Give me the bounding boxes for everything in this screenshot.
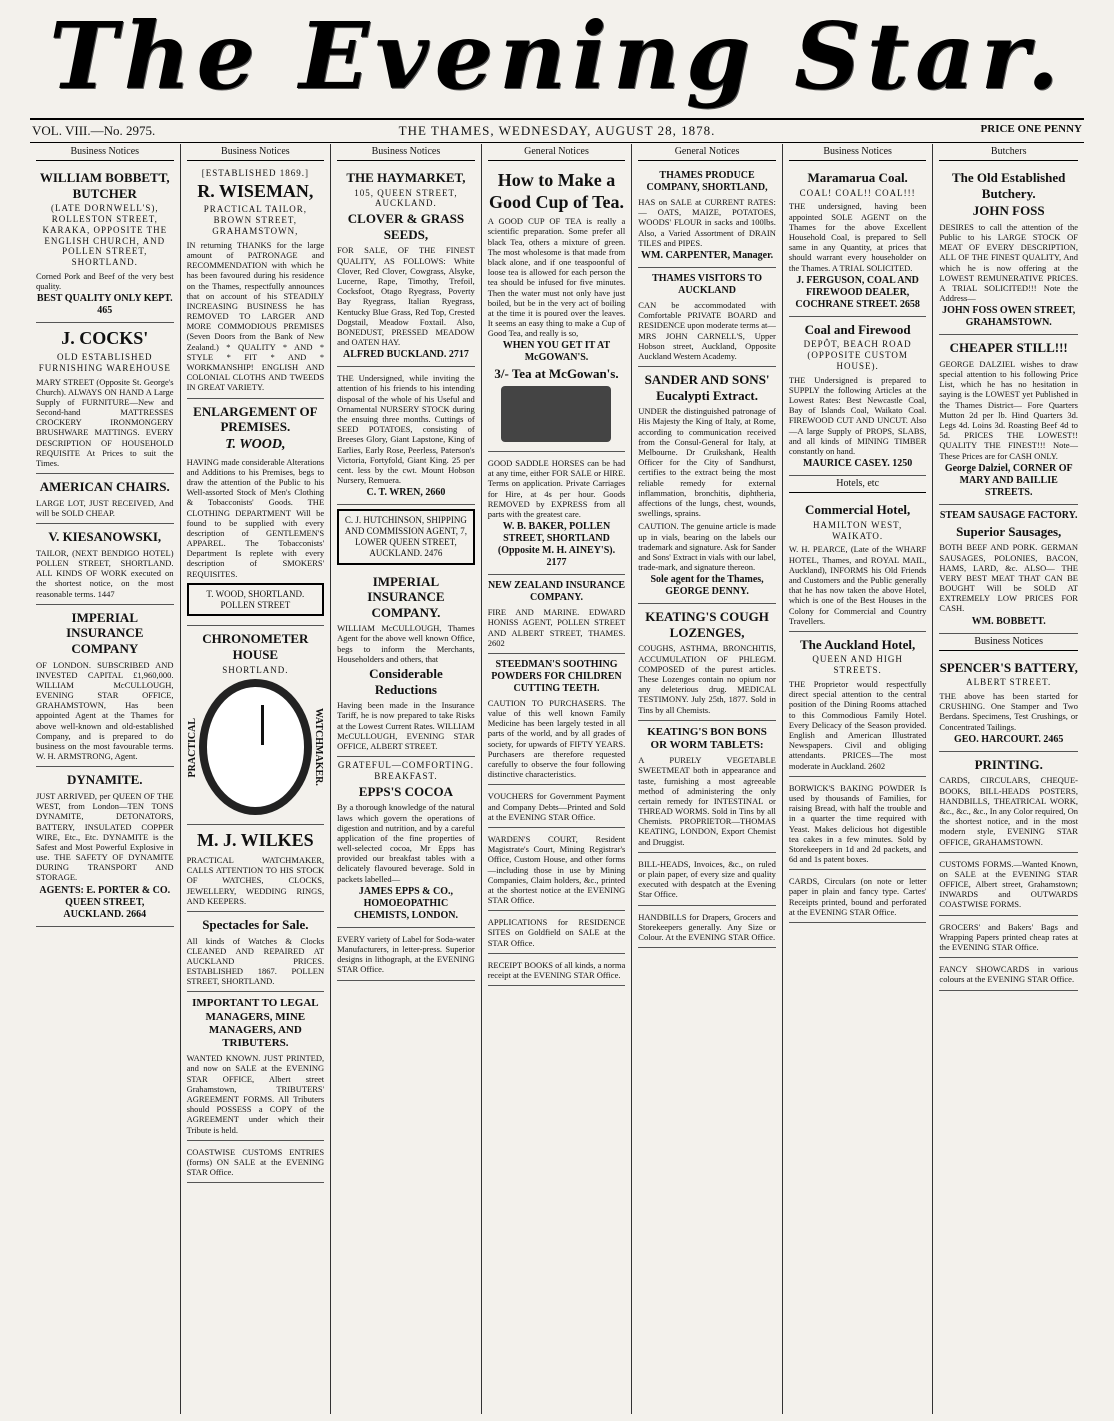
advert-title: IMPERIAL INSURANCE COMPANY	[66, 609, 144, 656]
advert-tag: MAURICE CASEY. 1250	[802, 458, 913, 470]
advert-body: WILLIAM McCULLOUGH, Thames Agent for the above well known Office, begs to inform the Merchants, Householders and others, that	[337, 623, 475, 664]
advert-nursery	[337, 367, 475, 505]
advert-body: CAUTION TO PURCHASERS. The value of this well known Family Medicine has been largely tested in all parts of the world, and by all grades of society, for upwards of FIFTY YEARS. Purchasers are therefore requested carefully to observe the four following distinctive characteristics.	[487, 697, 626, 780]
masthead	[0, 0, 1114, 112]
column-heading: Business Notices	[36, 144, 174, 161]
advert-printing	[939, 752, 1078, 853]
advert-body: HAVING made considerable Alterations and Additions to his Premises, begs to draw the attention of the Public to his Well-assorted Stock of Men's Clothing & Tobacconists' Goods. THE CLOTHING DEPARTMENT Will be found to be supplied with every description of GENTLEMEN'S APPAREL. The Tobacconists' Department Is replete with every description of SMOKERS' REQUISITES.	[186, 456, 325, 579]
advert-maramarua-coal	[789, 165, 927, 317]
advert-tag: ALFRED BUCKLAND. 2717	[343, 349, 469, 361]
advert-customs-forms	[939, 853, 1078, 916]
advert-body: RECEIPT BOOKS of all kinds, a norma receipt at the EVENING STAR Office.	[487, 959, 626, 981]
advert-body: THE Undersigned is prepared to SUPPLY the following Articles at the Lowest Rates: Best Newcastle Coal, Bay of Islands Coal, Waikato Coal. FIREWOOD CUT AND UNCUT. Also—A large Supply of PROPS, SLABS, and all kinds of MINING TIMBER constantly on hand.	[788, 374, 927, 456]
advert-title: CHEAPER STILL!!!	[949, 340, 1068, 356]
column-5	[632, 144, 783, 1414]
column-4	[482, 144, 633, 1414]
advert-body: FIRE AND MARINE. EDWARD HONISS AGENT, POLLEN STREET AND ALBERT STREET, THAMES. 2602	[487, 607, 626, 648]
column-heading: Business Notices	[187, 144, 325, 161]
advert-title: AMERICAN CHAIRS.	[39, 479, 170, 495]
advert-tag: GEO. HARCOURT. 2465	[953, 733, 1064, 745]
advert-tag: WM. BOBBETT.	[971, 615, 1046, 627]
advert-wood	[187, 399, 325, 627]
figure-label-right: WATCHMAKER.	[313, 708, 325, 787]
advert-tag: JOHN FOSS OWEN STREET, GRAHAMSTOWN.	[942, 305, 1076, 329]
advert-grocers-bags	[939, 916, 1078, 959]
advert-bobbett	[36, 165, 174, 323]
advert-body: THE Proprietor would respectfully direct special attention to the central position of the Dining Rooms attached to this Commodious Family Hotel. Every Delicacy of the Season provided. English and American Illustrated Newspapers. Civil and obliging attendants. PRICES—The most moderate in Auckland. 2602	[788, 679, 927, 771]
advert-old-butchery	[939, 165, 1078, 335]
advert-kiesanowski	[36, 524, 174, 605]
advert-subtitle: QUEEN AND HIGH STREETS.	[812, 654, 903, 676]
advert-steedman	[488, 654, 626, 786]
advert-commercial-hotel	[789, 497, 927, 632]
advert-title: R. WISEMAN,	[197, 180, 314, 201]
advert-baker	[488, 452, 626, 575]
advert-body: CAN be accommodated with Comfortable PRIVATE BOARD and RESIDENCE upon moderate terms at— MRS JOHN CARNELL'S, Upper Hobson street, Auckland, Opposite Auckland Western Academy.	[638, 299, 776, 361]
advert-tributers	[187, 992, 325, 1140]
advert-body-2: Having been made in the Insurance Tariff, he is now prepared to take Risks at the Lowest Current Rates. WILLIAM McCULLOUGH, EVENING STAR OFFICE, ALBERT STREET.	[337, 700, 475, 751]
advert-spectacles	[187, 912, 325, 993]
column-7	[933, 144, 1084, 1414]
advert-title-2: 3/- Tea at McGowan's.	[494, 366, 619, 382]
advert-body: WANTED KNOWN. JUST PRINTED, and now on SALE at the EVENING STAR OFFICE, Albert street Grahamstown, TRIBUTERS' AGREEMENT FORMS. All Tributers should POSSESS a COPY of the AGREEMENT under which their Tribute is held.	[186, 1053, 325, 1135]
advert-title: EPPS'S COCOA	[358, 783, 454, 799]
advert-body: OF LONDON. SUBSCRIBED AND INVESTED CAPITAL £1,960,000. WILLIAM McCULLOUGH, EVENING STAR OFFICE, GRAHAMSTOWN, Has been appointed Agent at the Thames for above well-known and old-established Company, and is prepared to do business on the most favourable terms. W. H. ARMSTRONG, Agent.	[36, 659, 174, 762]
masthead-title: The Evening Star.	[49, 2, 1065, 110]
advert-body: WARDEN'S COURT, Resident Magistrate's Court, Mining Registrar's Office, Custom House, and other forms—including those in use by Mining Companies, Claim holders, &c., printed at the shortest notice at the EVENING STAR Office.	[487, 833, 626, 906]
advert-title: KEATING'S COUGH LOZENGES,	[645, 609, 769, 640]
horse-cart-illustration	[501, 386, 611, 442]
advert-hutchinson: C. J. HUTCHINSON, SHIPPING AND COMMISSION AGENT, 7, LOWER QUEEN STREET, AUCKLAND. 2476	[337, 509, 475, 564]
advert-title: SPENCER'S BATTERY,	[939, 659, 1078, 675]
advert-body: THE Undersigned, while inviting the attention of his friends to his intending disposal of the whole of his Useful and Ornamental NURSERY STOCK during the ensuing three months. Cuttings of SEED POTATOES, consisting of Breeses Glory, Giant Lapstone, King of Earlies, Early Rose, Peerless, Paterson's Victoria, Fortyfold, Giant King. 25 per cent. less by the cwt. Mount Hobson Nursery, Remuera.	[337, 373, 475, 486]
advert-subtitle: DEPÔT, BEACH ROAD (OPPOSITE CUSTOM HOUSE).	[803, 339, 912, 371]
advert-cards	[789, 870, 927, 923]
advert-body: CUSTOMS FORMS.—Wanted Known, on SALE at the EVENING STAR OFFICE, Albert street, Grahamstown; INWARDS and OUTWARDS COASTWISE FORMS.	[939, 858, 1078, 910]
advert-subtitle: JOHN FOSS	[972, 203, 1045, 219]
advert-body: GOOD SADDLE HORSES can be had at any time, either FOR SALE or HIRE. Terms on application. Private Carriages for Hire, at 4s per hour. Goods REMOVED by EXPRESS from all parts with the greatest care.	[487, 458, 626, 519]
advert-title: How to Make a Good Cup of Tea.	[488, 170, 625, 212]
advert-eucalypti	[638, 367, 776, 604]
column-1	[30, 144, 181, 1414]
advert-body: DESIRES to call the attention of the Public to his LARGE STOCK OF MEAT OF EVERY DESCRIPTION, ALL OF THE FINEST QUALITY, And which he is now offering at the LOWEST REMUNERATIVE PRICES. A TRIAL SOLICITED!!! Note the Address—	[939, 221, 1078, 304]
advert-wilkes	[187, 825, 325, 912]
advert-title: Spectacles for Sale.	[202, 916, 309, 932]
advert-body: LARGE LOT, JUST RECEIVED, And will be SOLD CHEAP.	[36, 497, 174, 518]
advert-box: T. WOOD, SHORTLAND. POLLEN STREET	[187, 583, 325, 617]
advert-tag: JAMES EPPS & CO., HOMOEOPATHIC CHEMISTS, LONDON.	[353, 885, 459, 921]
advert-body: FOR SALE, OF THE FINEST QUALITY, AS FOLLOWS: White Clover, Red Clover, Cowgrass, Alsyke, Lucerne, Rape, Timothy, Trefoil, Cocksfoot, Otago Ryegrass, Poverty Bay Ryegrass, Italian Ryegrass, Kentucky Blue Grass, Red Top, Crested Dogstail, Meadow Foxtail. Also, BONEDUST, PRESSED MEADOW and OATEN HAY.	[337, 245, 475, 348]
advert-subtitle: HAMILTON WEST, WAIKATO.	[813, 519, 903, 541]
advert-body: THE above has been started for CRUSHING. One Stamper and Two Berdans. Specimens, Test Crushings, or Concentrated Tailings.	[939, 691, 1078, 732]
advert-produce	[638, 165, 776, 268]
column-3	[331, 144, 482, 1414]
advert-title-2: Superior Sausages,	[956, 523, 1062, 539]
advert-body: COUGHS, ASTHMA, BRONCHITIS, ACCUMULATION OF PHLEGM. COMPOSED of the purest articles. These Lozenges contain no opium nor any deleterious drug. MEDICAL TESTIMONY. July 25th, 1877. Sold in Tins by all Chemists.	[638, 643, 776, 715]
advert-title: CHRONOMETER HOUSE	[202, 631, 309, 663]
advert-labels	[337, 928, 475, 981]
advert-title: SANDER AND SONS' Eucalypti Extract.	[644, 372, 770, 403]
advert-body: MARY STREET (Opposite St. George's Church). ALWAYS ON HAND A Large Supply of FURNITURE—New and Second-hand MATTRESSES CROCKERY IRONMONGERY BRUSHWARE MATTINGS. EVERY DESCRIPTION OF HOUSEHOLD REQUISITE At Prices to suit the Times.	[36, 376, 174, 469]
advert-title-2: T. WOOD,	[225, 436, 286, 452]
advert-body: By a thorough knowledge of the natural laws which govern the operations of digestion and nutrition, and by a careful application of the fine properties of well-selected cocoa, Mr Epps has provided our breakfast tables with a delicately flavoured beverage. Sold in packets labelled—	[337, 802, 475, 884]
advert-title: THAMES PRODUCE COMPANY, SHORTLAND,	[646, 170, 768, 193]
advert-auckland-hotel	[789, 632, 927, 777]
advert-body: UNDER the distinguished patronage of His Majesty the King of Italy, at Rome, according to communication received from the Consul-General for Italy, at Melbourne. Dr Cruikshank, Health Officer for the City of Sandhurst, certifies to the extract being the most reliable remedy for external inflammation, bronchitis, diphtheria, affections of the lungs, chest, wounds, swellings, sprains.	[638, 406, 776, 519]
advert-keating-lozenges	[638, 604, 776, 721]
advert-title: Commercial Hotel,	[805, 502, 911, 518]
advert-body: HAS on SALE at CURRENT RATES:— OATS, MAIZE, POTATOES, WOODS' FLOUR in sacks and 100lbs. Also, a Varied Assortment of DRAIN TILES and PIPES.	[638, 197, 776, 248]
advert-tag: C. T. WREN, 2660	[366, 487, 446, 499]
figure-label-left: PRACTICAL	[186, 717, 198, 778]
advert-title-2: CLOVER & GRASS SEEDS,	[347, 211, 465, 242]
column-heading: Butchers	[939, 144, 1078, 161]
advert-title: STEAM SAUSAGE FACTORY.	[939, 509, 1078, 521]
advert-bill-heads	[638, 853, 776, 906]
advert-body: BILL-HEADS, Invoices, &c., on ruled or plain paper, of every size and quality executed with despatch at the Evening Star Office.	[638, 858, 776, 900]
advert-title: PRINTING.	[974, 756, 1043, 772]
advert-subtitle: GRATEFUL—COMFORTING.	[337, 760, 475, 771]
advert-vouchers	[488, 785, 626, 828]
advert-subtitle-2: PRACTICAL TAILOR, BROWN STREET, GRAHAMSTOWN,	[203, 204, 307, 236]
advert-body: Corned Pork and Beef of the very best quality.	[36, 270, 174, 292]
columns	[30, 144, 1084, 1414]
advert-title: THAMES VISITORS TO AUCKLAND	[652, 272, 762, 296]
advert-tag: WHEN YOU GET IT AT McGOWAN'S.	[502, 340, 611, 364]
advert-coastwise	[187, 1141, 325, 1184]
advert-wiseman	[187, 165, 325, 399]
advert-body: THE undersigned, having been appointed SOLE AGENT on the Thames for the above Excellent Household Coal, is prepared to Sell same in any Quantity, at prices that should warrant every householder on the Thames. A TRIAL SOLICITED.	[788, 201, 927, 273]
advert-subtitle: ALBERT STREET.	[966, 677, 1052, 688]
issue-date: THE THAMES, WEDNESDAY, AUGUST 28, 1878.	[398, 123, 716, 138]
advert-body: A GOOD CUP OF TEA is really a scientific preparation. Some prefer all black Tea, others a mixture of green. The most wholesome is that made from black alone, and if one teaspoonful of loose tea is allowed for each person the tea should be infused for five minutes. Then the water must not only have just boiled, but be in the very act of boiling at the time it is poured over the leaves. It seems an easy thing to make a Cup of Good Tea, and really is so,	[487, 216, 626, 339]
advert-borwick	[789, 777, 927, 871]
advert-handbills	[638, 906, 776, 949]
advert-keating-bonbons	[638, 721, 776, 853]
advert-sausage-factory	[939, 505, 1078, 634]
advert-imperial	[36, 605, 174, 768]
volume-number: VOL. VIII.—No. 2975.	[32, 123, 156, 138]
advert-title: THE HAYMARKET,	[346, 170, 466, 185]
advert-title: V. KIESANOWSKI,	[48, 529, 162, 545]
advert-chairs	[36, 474, 174, 524]
advert-subtitle: SHORTLAND.	[222, 664, 289, 675]
advert-subtitle: 105, QUEEN STREET, AUCKLAND.	[354, 187, 458, 209]
advert-body: HANDBILLS for Drapers, Grocers and Storekeepers generally. Any Size or Colour. At the EVENING STAR Office.	[638, 911, 776, 942]
advert-receipt-books	[488, 954, 626, 986]
advert-title: DYNAMITE.	[67, 772, 143, 788]
advert-body: FANCY SHOWCARDS in various colours at the EVENING STAR Office.	[939, 964, 1078, 985]
advert-body: VOUCHERS for Government Payment and Company Debts—Printed and Sold at the EVENING STAR Office.	[487, 791, 626, 822]
advert-subtitle: [ESTABLISHED 1869.]	[201, 168, 309, 178]
advert-dalziel	[939, 335, 1078, 504]
advert-title: IMPORTANT TO LEGAL MANAGERS, MINE MANAGERS, AND TRIBUTERS.	[192, 997, 319, 1050]
advert-tag: BEST QUALITY ONLY KEPT. 465	[36, 293, 173, 317]
advert-body: CARDS, Circulars (on note or letter paper in plain and fancy type. Cartes' Receipts printed, bound and perforated at the EVENING STAR Office.	[788, 876, 927, 917]
advert-body: BOTH BEEF AND PORK. GERMAN SAUSAGES, POLONIES, BACON, HAMS, LARD, &c. ALSO— THE VERY BEST MEAT THAT CAN BE BOUGHT Will be SOLD AT EXTREMELY LOW PRICES FOR CASH.	[939, 542, 1078, 614]
advert-title: STEEDMAN'S SOOTHING POWDERS FOR CHILDREN CUTTING TEETH.	[491, 658, 622, 694]
advert-spencers-battery	[939, 655, 1078, 752]
advert-body: JUST ARRIVED, per QUEEN OF THE WEST, from London—TEN TONS DYNAMITE, DETONATORS, BATTERY, INSULATED COPPER WIRE, Etc., Etc. DYNAMITE is the Safest and Most Powerful Explosive in use. THE SAFETY OF DYNAMITE DURING TRANSPORT AND STORAGE.	[36, 790, 174, 883]
advert-subtitle: OLD ESTABLISHED FURNISHING WAREHOUSE	[38, 351, 171, 373]
advert-title: Coal and Firewood	[804, 321, 911, 337]
advert-body-2: CAUTION. The genuine article is made up in vials, bearing on the labels our trademark and signature. Ask for Sander and Sons' Extract in vials with our label, trade-mark, and signature thereon.	[638, 521, 776, 573]
advert-body: W. H. PEARCE, (Late of the WHARF HOTEL, Thames, and ROYAL MAIL, Auckland), INFORMS his Old Friends and Customers and the Public generally that he has now taken the above Hotel, which is one of the Best Houses in the Colony for Commercial and Country Travellers.	[788, 544, 927, 626]
column-heading: Business Notices	[337, 144, 475, 161]
advert-showcards	[939, 958, 1078, 990]
advert-tag: J. FERGUSON, COAL AND FIREWOOD DEALER, COCHRANE STREET. 2658	[795, 274, 920, 310]
advert-title: The Old Established Butchery.	[951, 170, 1066, 201]
advert-cocks	[36, 323, 174, 474]
advert-residence-sites	[488, 911, 626, 954]
advert-title: M. J. WILKES	[197, 830, 314, 851]
advert-body: A PURELY VEGETABLE SWEETMEAT both in appearance and taste, furnishing a most agreeable method of administering the only certain remedy for INTESTINAL or THREAD WORMS. Sold in Tins by all Chemists. PROPRIETOR—THOMAS KEATING, LONDON, Export Chemist and Druggist.	[638, 755, 776, 847]
column-2	[181, 144, 332, 1414]
advert-body: PRACTICAL WATCHMAKER, CALLS ATTENTION TO HIS STOCK OF WATCHES, CLOCKS, JEWELLERY, WEDDING RINGS, AND KEEPERS.	[186, 855, 325, 906]
advert-subtitle-2: BREAKFAST.	[374, 770, 438, 781]
advert-subtitle: (LATE DORNWELL'S), ROLLESTON STREET, KARAKA, OPPOSITE THE ENGLISH CHURCH, AND POLLEN STREET, SHORTLAND.	[42, 203, 168, 268]
advert-title: IMPERIAL INSURANCE COMPANY.	[367, 573, 445, 620]
advert-body: APPLICATIONS for RESIDENCE SITES on Goldfield on SALE at the STAR Office.	[487, 917, 626, 948]
advert-visitors	[638, 268, 776, 367]
section-heading: Business Notices	[939, 634, 1078, 651]
advert-tag: WM. CARPENTER, Manager.	[641, 249, 774, 261]
column-6	[783, 144, 934, 1414]
advert-tag: Sole agent for the Thames, GEORGE DENNY.	[650, 574, 764, 598]
dateline	[30, 118, 1084, 143]
advert-body: GEORGE DALZIEL wishes to draw special attention to his following Price List, which he has no hesitation in saying is the LOWEST yet Published in the Thames District— Fore Quarters Mutton 2d per lb. Hind Quarters 3d. Legs 4d. Loins 3d. Roasting Beef 4d to 5d. PRICES THE LOWEST!! QUALITY THE FINEST!!! Note—These Prices are for CASH ONLY.	[939, 358, 1078, 461]
advert-tag: W. B. BAKER, POLLEN STREET, SHORTLAND (Opposite M. H. AINEY'S). 2177	[497, 521, 616, 569]
advert-tag: George Dalziel, CORNER OF MARY AND BAILLIE STREETS.	[944, 462, 1073, 498]
column-heading: General Notices	[488, 144, 626, 161]
advert-title-2: Considerable Reductions	[369, 666, 443, 697]
advert-nz-insurance	[488, 575, 626, 654]
advert-body: GROCERS' and Bakers' Bags and Wrapping Papers printed cheap rates at the EVENING STAR Office.	[939, 921, 1078, 953]
section-heading: Hotels, etc	[789, 476, 927, 493]
advert-firewood	[789, 317, 927, 476]
advert-wardens-court	[488, 828, 626, 911]
advert-title: KEATING'S BON BONS OR WORM TABLETS:	[647, 725, 767, 751]
column-heading: General Notices	[638, 144, 776, 161]
advert-title: The Auckland Hotel,	[800, 636, 916, 652]
advert-title: Maramarua Coal.	[807, 170, 908, 185]
advert-dynamite	[36, 767, 174, 926]
column-heading: Business Notices	[789, 144, 927, 161]
advert-epps-cocoa	[337, 757, 475, 928]
advert-title: NEW ZEALAND INSURANCE COMPANY.	[487, 580, 626, 604]
advert-title: WILLIAM BOBBETT, BUTCHER	[39, 170, 170, 201]
advert-body: TAILOR, (NEXT BENDIGO HOTEL) POLLEN STREET, SHORTLAND. ALL KINDS OF WORK executed on the shortest notice, on the most reasonable terms. 1447	[36, 547, 174, 599]
advert-body: IN returning THANKS for the large amount of PATRONAGE and RECOMMENDATION with which he has been favoured during his residence on the Thames, respectfully announces that on account of his STEADILY INCREASING BUSINESS he has REMOVED TO LARGER AND MORE COMMODIOUS PREMISES (Seven Doors from the Bank of New Zealand.) * QUALITY * AND * STYLE * FIT * AND * WORKMANSHIP! ENGLISH AND COLONIAL CLOTHS AND TWEEDS IN GREAT VARIETY.	[186, 239, 325, 393]
advert-title: ENLARGEMENT OF PREMISES.	[193, 403, 318, 435]
advert-body: BORWICK'S BAKING POWDER Is used by thousands of Families, for raising Bread, with half the trouble and in a quarter the time required with Yeast. Makes delicious hot digestible tea cakes in a few minutes. Sold by Storekeepers in 1d and 2d packets, and 6d and 1s patent boxes.	[788, 782, 927, 865]
advert-body: CARDS, CIRCULARS, CHEQUE-BOOKS, BILL-HEADS POSTERS, HANDBILLS, THEATRICAL WORK, &c., &c., &c., In any Color required, On the shortest notice, and in the most modern style, EVENING STAR OFFICE, GRAHAMSTOWN.	[939, 775, 1078, 847]
advert-body: EVERY variety of Label for Soda-water Manufacturers, in letter-press. Superior designs in lithograph, at the EVENING STAR Office.	[337, 933, 475, 975]
price: PRICE ONE PENNY	[980, 123, 1082, 135]
advert-imperial-insurance	[337, 569, 475, 758]
advert-subtitle: COAL! COAL!! COAL!!!	[799, 187, 916, 198]
advert-chronometer	[187, 626, 325, 825]
advert-body: All kinds of Watches & Clocks CLEANED AND REPAIRED AT AUCKLAND PRICES. ESTABLISHED 1867. POLLEN STREET, SHORTLAND.	[186, 935, 325, 987]
advert-body: COASTWISE CUSTOMS ENTRIES (forms) ON SALE at the EVENING STAR Office.	[186, 1146, 325, 1178]
advert-tag: AGENTS: E. PORTER & CO. QUEEN STREET, AUCKLAND. 2664	[39, 884, 171, 920]
advert-title: J. COCKS'	[61, 328, 149, 349]
clock-illustration	[199, 679, 313, 815]
advert-haymarket	[337, 165, 475, 367]
advert-tea	[488, 165, 626, 452]
